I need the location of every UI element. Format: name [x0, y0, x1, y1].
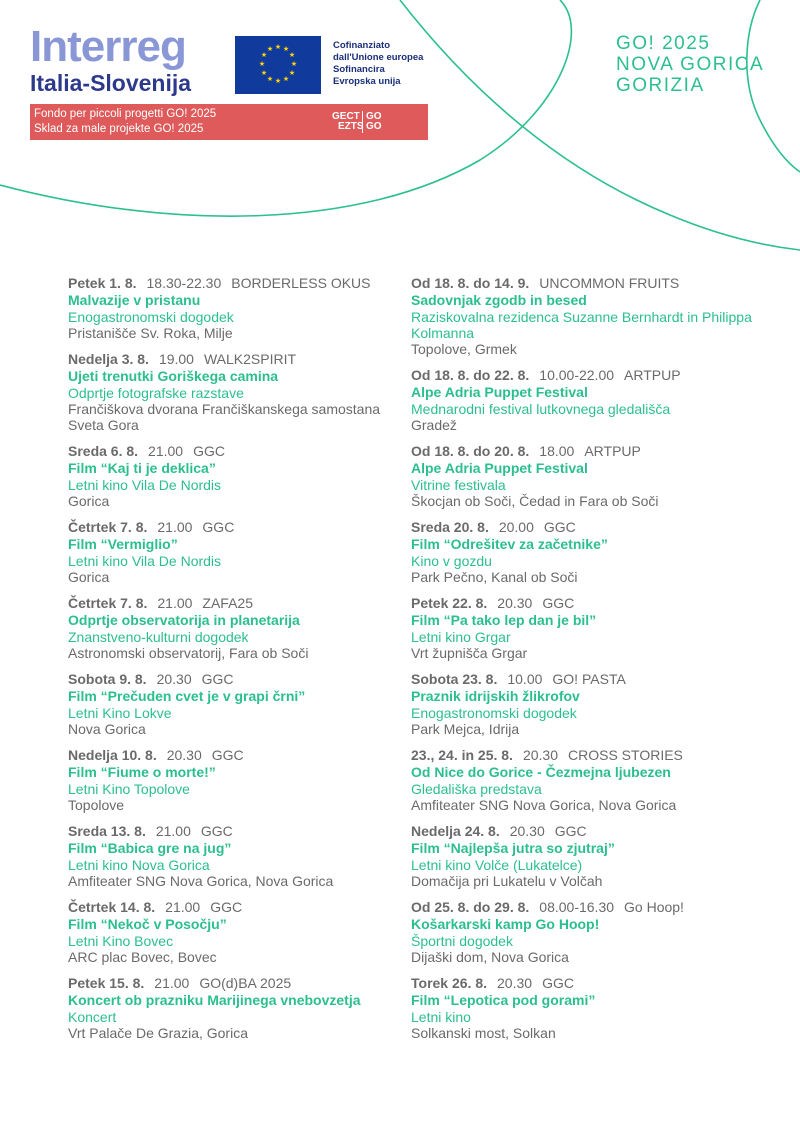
event-organizer: GGC [542, 595, 575, 611]
event-organizer: ARTPUP [624, 367, 681, 383]
event-header [411, 367, 771, 384]
event-type: Letni kino [411, 1009, 471, 1025]
event-date: Od 18. 8. do 14. 9. [411, 275, 530, 291]
event-title: Film “Vermiglio” [68, 536, 178, 552]
event-organizer: CROSS STORIES [568, 747, 683, 763]
event-place: Dijaški dom, Nova Gorica [411, 949, 569, 965]
event-title: Alpe Adria Puppet Festival [411, 384, 588, 400]
event-item [68, 275, 398, 341]
svg-text:★: ★ [274, 77, 282, 85]
event-place: Park Pečno, Kanal ob Soči [411, 569, 578, 585]
event-organizer: GGC [554, 823, 587, 839]
event-type: Letni kino Grgar [411, 629, 511, 645]
event-organizer: GGC [193, 443, 225, 459]
event-organizer: WALK2SPIRIT [203, 351, 297, 367]
event-header [411, 747, 771, 764]
event-date: Nedelja 3. 8. [68, 351, 149, 367]
event-place: Gorica [68, 493, 110, 509]
event-time: 10.00 [507, 671, 543, 687]
event-header [411, 443, 771, 460]
fund-banner [30, 104, 428, 140]
svg-text:★: ★ [274, 43, 282, 51]
event-item [68, 899, 398, 965]
event-organizer: Go Hoop! [624, 899, 684, 915]
event-organizer: GGC [542, 975, 574, 991]
event-time: 10.00-22.00 [539, 367, 615, 383]
event-place: Amfiteater SNG Nova Gorica, Nova Gorica [411, 797, 677, 813]
svg-text:★: ★ [260, 51, 268, 59]
event-header [411, 519, 771, 536]
event-header [411, 975, 771, 992]
event-type: Letni kino Vila De Nordis [68, 553, 222, 569]
event-date: Četrtek 14. 8. [68, 899, 156, 915]
interreg-region: Italia-Slovenija [30, 70, 192, 96]
go2025-logo-line: GO! 2025 [616, 33, 711, 54]
event-header [411, 823, 771, 840]
event-header [68, 595, 398, 612]
event-date: Četrtek 7. 8. [68, 519, 148, 535]
event-date: Nedelja 24. 8. [411, 823, 500, 839]
event-type: Znanstveno-kulturni dogodek [68, 629, 249, 645]
event-header [68, 823, 398, 840]
event-date: Petek 1. 8. [68, 275, 137, 291]
event-organizer: ZAFA25 [202, 595, 254, 611]
event-item [68, 747, 398, 813]
svg-text:★: ★ [288, 51, 296, 59]
event-title: Praznik idrijskih žlikrofov [411, 688, 580, 704]
event-header [68, 443, 398, 460]
event-type: Letni Kino Topolove [68, 781, 190, 797]
event-type: Letni kino Nova Gorica [68, 857, 210, 873]
event-type: Raziskovalna rezidenca Suzanne Bernhardt in Philippa Kolmanna [411, 309, 752, 341]
event-place: Amfiteater SNG Nova Gorica, Nova Gorica [68, 873, 334, 889]
event-time: 19.00 [158, 351, 194, 367]
event-item [411, 823, 771, 889]
event-time: 08.00-16.30 [539, 899, 615, 915]
cofinancing-line: Cofinanziato [333, 40, 390, 51]
event-time: 18.30-22.30 [146, 275, 222, 291]
event-place: Gorica [68, 569, 110, 585]
event-item [68, 595, 398, 661]
event-type: Letni kino Vila De Nordis [68, 477, 222, 493]
eu-flag-icon [235, 36, 321, 94]
event-item [411, 519, 771, 585]
go2025-logo-line: GORIZIA [616, 75, 705, 96]
event-title: Film “Lepotica pod gorami” [411, 992, 596, 1008]
event-place: Vrt župnišča Grgar [411, 645, 528, 661]
svg-text:★: ★ [290, 60, 298, 68]
event-date: Sobota 9. 8. [68, 671, 147, 687]
event-title: Od Nice do Gorice - Čezmejna ljubezen [411, 764, 671, 780]
event-time: 21.00 [165, 899, 201, 915]
event-title: Koncert ob prazniku Marijinega vnebovzetja [68, 992, 361, 1008]
event-title: Film “Babica gre na jug” [68, 840, 232, 856]
event-type: Mednarodni festival lutkovnega gledališča [411, 401, 671, 417]
event-title: Malvazije v pristanu [68, 292, 201, 308]
event-time: 21.00 [148, 443, 184, 459]
event-type: Koncert [68, 1009, 117, 1025]
event-time: 18.00 [539, 443, 575, 459]
event-place: Frančiškova dvorana Frančiškanskega samostana Sveta Gora [68, 401, 381, 433]
event-time: 20.30 [166, 747, 202, 763]
event-header [411, 595, 771, 612]
svg-text:★: ★ [288, 69, 296, 77]
event-organizer: GGC [210, 899, 243, 915]
svg-text:★: ★ [282, 45, 290, 53]
event-organizer: BORDERLESS OKUS [231, 275, 371, 291]
svg-text:★: ★ [258, 60, 266, 68]
event-date: Sreda 6. 8. [68, 443, 139, 459]
svg-text:★: ★ [266, 75, 274, 83]
event-item [68, 975, 398, 1041]
cofinancing-line: Sofinancira [333, 64, 385, 75]
cofinancing-line: dall'Unione europea [333, 52, 424, 63]
ezts-go-label: GO [366, 121, 382, 132]
event-header [68, 747, 398, 764]
event-place: Pristanišče Sv. Roka, Milje [68, 325, 233, 341]
event-time: 21.00 [157, 519, 193, 535]
event-organizer: GO(d)BA 2025 [199, 975, 292, 991]
cofinancing-text [333, 40, 423, 88]
event-date: Petek 22. 8. [411, 595, 488, 611]
event-organizer: GGC [202, 519, 235, 535]
event-place: Astronomski observatorij, Fara ob Soči [68, 645, 309, 661]
event-organizer: GGC [200, 823, 233, 839]
event-date: Četrtek 7. 8. [68, 595, 148, 611]
event-header [68, 519, 398, 536]
svg-text:★: ★ [282, 75, 290, 83]
event-date: Od 18. 8. do 20. 8. [411, 443, 530, 459]
event-type: Gledališka predstava [411, 781, 542, 797]
event-place: Topolove, Grmek [411, 341, 517, 357]
interreg-brand: Interreg [30, 22, 186, 71]
event-date: Sreda 20. 8. [411, 519, 489, 535]
event-type: Letni kino Volče (Lukatelce) [411, 857, 583, 873]
event-header [68, 671, 398, 688]
events-right-column [411, 275, 771, 1051]
event-date: Sreda 13. 8. [68, 823, 146, 839]
event-type: Enogastronomski dogodek [411, 705, 577, 721]
event-item [68, 823, 398, 889]
event-organizer: GGC [201, 671, 234, 687]
event-type: Odprtje fotografske razstave [68, 385, 244, 401]
event-title: Film “Nekoč v Posočju” [68, 916, 227, 932]
event-title: Film “Odrešitev za začetnike” [411, 536, 608, 552]
event-type: Športni dogodek [411, 933, 513, 949]
event-item [411, 747, 771, 813]
event-time: 21.00 [155, 823, 191, 839]
event-date: Od 25. 8. do 29. 8. [411, 899, 530, 915]
event-item [68, 671, 398, 737]
event-date: 23., 24. in 25. 8. [411, 747, 513, 763]
event-item [411, 899, 771, 965]
event-item [411, 443, 771, 509]
event-item [68, 351, 398, 433]
event-type: Enogastronomski dogodek [68, 309, 234, 325]
event-date: Petek 15. 8. [68, 975, 145, 991]
events-left-column [68, 275, 398, 1051]
event-item [68, 443, 398, 509]
event-item [411, 367, 771, 433]
event-header [68, 351, 398, 368]
event-title: Odprtje observatorija in planetarija [68, 612, 300, 628]
cofinancing-line: Evropska unija [333, 76, 401, 87]
event-title: Film “Pa tako lep dan je bil” [411, 612, 597, 628]
event-type: Letni Kino Lokve [68, 705, 172, 721]
event-item [68, 519, 398, 585]
event-item [411, 275, 771, 357]
event-header [68, 975, 398, 992]
event-header [68, 275, 398, 292]
interreg-logo [30, 24, 191, 96]
event-place: Topolove [68, 797, 125, 813]
event-item [411, 975, 771, 1041]
gect-label: GECT [332, 111, 360, 122]
ezts-label: EZTS [338, 121, 364, 132]
event-header [411, 275, 771, 292]
event-type: Kino v gozdu [411, 553, 492, 569]
event-header [411, 899, 771, 916]
event-type: Vitrine festivala [411, 477, 506, 493]
event-organizer: GGC [543, 519, 576, 535]
event-time: 21.00 [157, 595, 193, 611]
event-place: Park Mejca, Idrija [411, 721, 520, 737]
event-place: Domačija pri Lukatelu v Volčah [411, 873, 603, 889]
event-date: Od 18. 8. do 22. 8. [411, 367, 530, 383]
event-item [411, 595, 771, 661]
go2025-logo [616, 33, 764, 96]
event-title: Film “Kaj ti je deklica” [68, 460, 216, 476]
gect-go-label: GO [366, 111, 382, 122]
event-place: Gradež [411, 417, 457, 433]
event-header [68, 899, 398, 916]
event-place: Nova Gorica [68, 721, 146, 737]
svg-text:★: ★ [266, 45, 274, 53]
event-title: Sadovnjak zgodb in besed [411, 292, 587, 308]
fund-line-slovenian: Sklad za male projekte GO! 2025 [34, 123, 204, 135]
event-time: 20.30 [497, 595, 533, 611]
event-time: 21.00 [154, 975, 190, 991]
event-title: Alpe Adria Puppet Festival [411, 460, 588, 476]
event-date: Nedelja 10. 8. [68, 747, 157, 763]
event-time: 20.30 [156, 671, 192, 687]
event-organizer: GGC [211, 747, 244, 763]
event-title: Košarkarski kamp Go Hoop! [411, 916, 600, 932]
svg-text:★: ★ [260, 69, 268, 77]
event-place: Vrt Palače De Grazia, Gorica [68, 1025, 248, 1041]
event-organizer: ARTPUP [584, 443, 641, 459]
event-title: Film “Najlepša jutra so zjutraj” [411, 840, 615, 856]
event-header [411, 671, 771, 688]
event-time: 20.00 [498, 519, 534, 535]
event-date: Torek 26. 8. [411, 975, 488, 991]
event-date: Sobota 23. 8. [411, 671, 498, 687]
event-type: Letni Kino Bovec [68, 933, 174, 949]
event-time: 20.30 [522, 747, 558, 763]
event-time: 20.30 [509, 823, 545, 839]
event-item [411, 671, 771, 737]
event-place: Solkanski most, Solkan [411, 1025, 556, 1041]
event-organizer: GO! PASTA [552, 671, 626, 687]
event-organizer: UNCOMMON FRUITS [539, 275, 680, 291]
event-title: Film “Fiume o morte!” [68, 764, 216, 780]
go2025-logo-line: NOVA GORICA [616, 54, 765, 75]
event-title: Ujeti trenutki Goriškega camina [68, 368, 279, 384]
event-title: Film “Prečuden cvet je v grapi črni” [68, 688, 306, 704]
event-time: 20.30 [497, 975, 533, 991]
fund-line-italian: Fondo per piccoli progetti GO! 2025 [34, 108, 217, 120]
event-place: ARC plac Bovec, Bovec [68, 949, 217, 965]
event-place: Škocjan ob Soči, Čedad in Fara ob Soči [411, 493, 659, 509]
